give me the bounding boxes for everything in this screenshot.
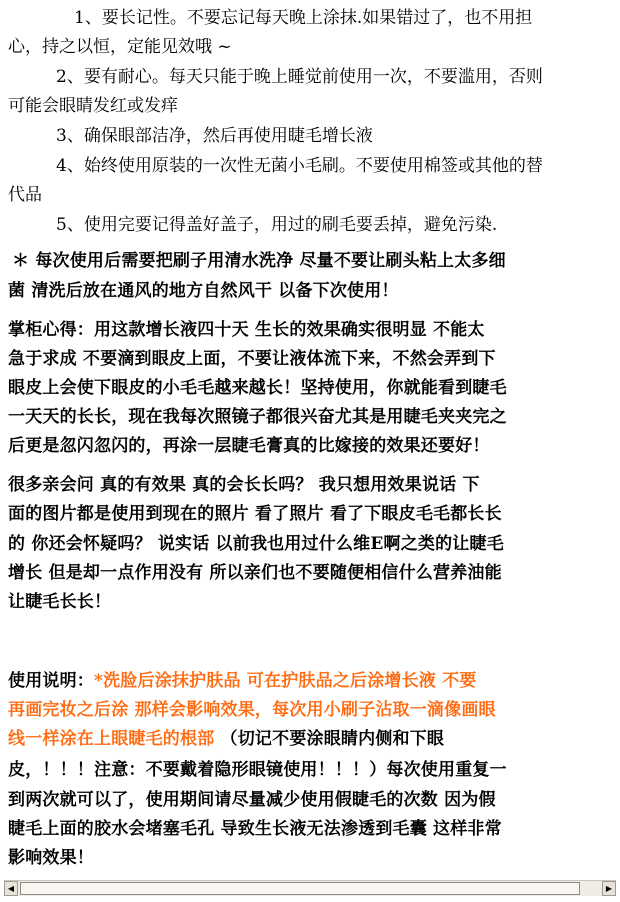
faq-line-2: 面的图片都是使用到现在的照片 看了照片 看了下眼皮毛毛都长长 [8, 504, 502, 524]
faq-line-1: 很多亲会问 真的有效果 真的会长长吗？ 我只想用效果说话 下 [8, 475, 480, 495]
usage-line-4: 皮，！！！注意：不要戴着隐形眼镜使用！！！）每次使用重复一 [8, 760, 507, 780]
usage-highlight-3: 线一样涂在上眼睫毛的根部 [8, 729, 215, 749]
cleaning-note-line-2: 菌 清洗后放在通风的地方自然风干 以备下次使用！ [8, 281, 399, 301]
owner-tip-line-3: 眼皮上会使下眼皮的小毛毛越来越长！坚持使用，你就能看到睫毛 [8, 378, 507, 398]
faq-line-5: 让睫毛长长！ [8, 592, 112, 612]
item-1-line-2: 心，持之以恒，定能见效哦 ~ [8, 37, 232, 57]
usage-line-2: 再画完妆之后涂 那样会影响效果，每次用小刷子沾取一滴像画眼 [8, 700, 496, 720]
faq-line-3: 的 你还会怀疑吗？ 说实话 以前我也用过什么维E啊之类的让睫毛 [8, 534, 504, 554]
cleaning-note-line-1: ＊ 每次使用后需要把刷子用清水洗净 尽量不要让刷头粘上太多细 [12, 251, 506, 271]
usage-line-5: 到两次就可以了，使用期间请尽量减少使用假睫毛的次数 因为假 [8, 790, 496, 810]
usage-heading: 使用说明： [8, 671, 94, 691]
item-5-line-1: 5、使用完要记得盖好盖子，用过的刷毛要丢掉，避免污染. [56, 215, 498, 235]
scrollbar-thumb[interactable] [20, 882, 580, 895]
arrow-right-icon: ▶ [605, 884, 613, 893]
usage-line-7: 影响效果！ [8, 848, 94, 868]
item-2-line-2: 可能会眼睛发红或发痒 [8, 96, 178, 116]
usage-highlight-1: *洗脸后涂抹护肤品 可在护肤品之后涂增长液 不要 [94, 671, 477, 691]
item-4-line-1: 4、始终使用原装的一次性无菌小毛刷。不要使用棉签或其他的替 [56, 156, 543, 176]
usage-line-3-rest: （切记不要涂眼睛内侧和下眼 [214, 729, 445, 749]
horizontal-scrollbar[interactable] [4, 880, 616, 896]
owner-tip-line-1: 掌柜心得：用这款增长液四十天 生长的效果确实很明显 不能太 [8, 320, 485, 340]
usage-line-3 [8, 725, 444, 753]
page-bottom-edge [0, 896, 620, 902]
item-2-line-1: 2、要有耐心。每天只能于晚上睡觉前使用一次，不要滥用，否则 [56, 67, 543, 87]
item-4-line-2: 代品 [8, 185, 42, 205]
arrow-left-icon: ◀ [7, 884, 15, 893]
owner-tip-line-5: 后更是忽闪忽闪的，再涂一层睫毛膏真的比嫁接的效果还要好！ [8, 436, 490, 456]
owner-tip-line-4: 一天天的长长，现在我每次照镜子都很兴奋尤其是用睫毛夹夹完之 [8, 407, 507, 427]
scroll-right-button[interactable] [602, 881, 616, 896]
usage-line-1 [8, 667, 477, 695]
item-3-line-1: 3、确保眼部洁净，然后再使用睫毛增长液 [56, 126, 373, 146]
owner-tip-line-2: 急于求成 不要滴到眼皮上面，不要让液体流下来，不然会弄到下 [8, 349, 496, 369]
scroll-left-button[interactable] [4, 881, 18, 896]
item-1-line-1: 1、要长记性。不要忘记每天晚上涂抹.如果错过了，也不用担 [74, 8, 533, 28]
usage-line-6: 睫毛上面的胶水会堵塞毛孔 导致生长液无法渗透到毛囊 这样非常 [8, 819, 502, 839]
faq-line-4: 增长 但是却一点作用没有 所以亲们也不要随便相信什么营养油能 [8, 563, 502, 583]
